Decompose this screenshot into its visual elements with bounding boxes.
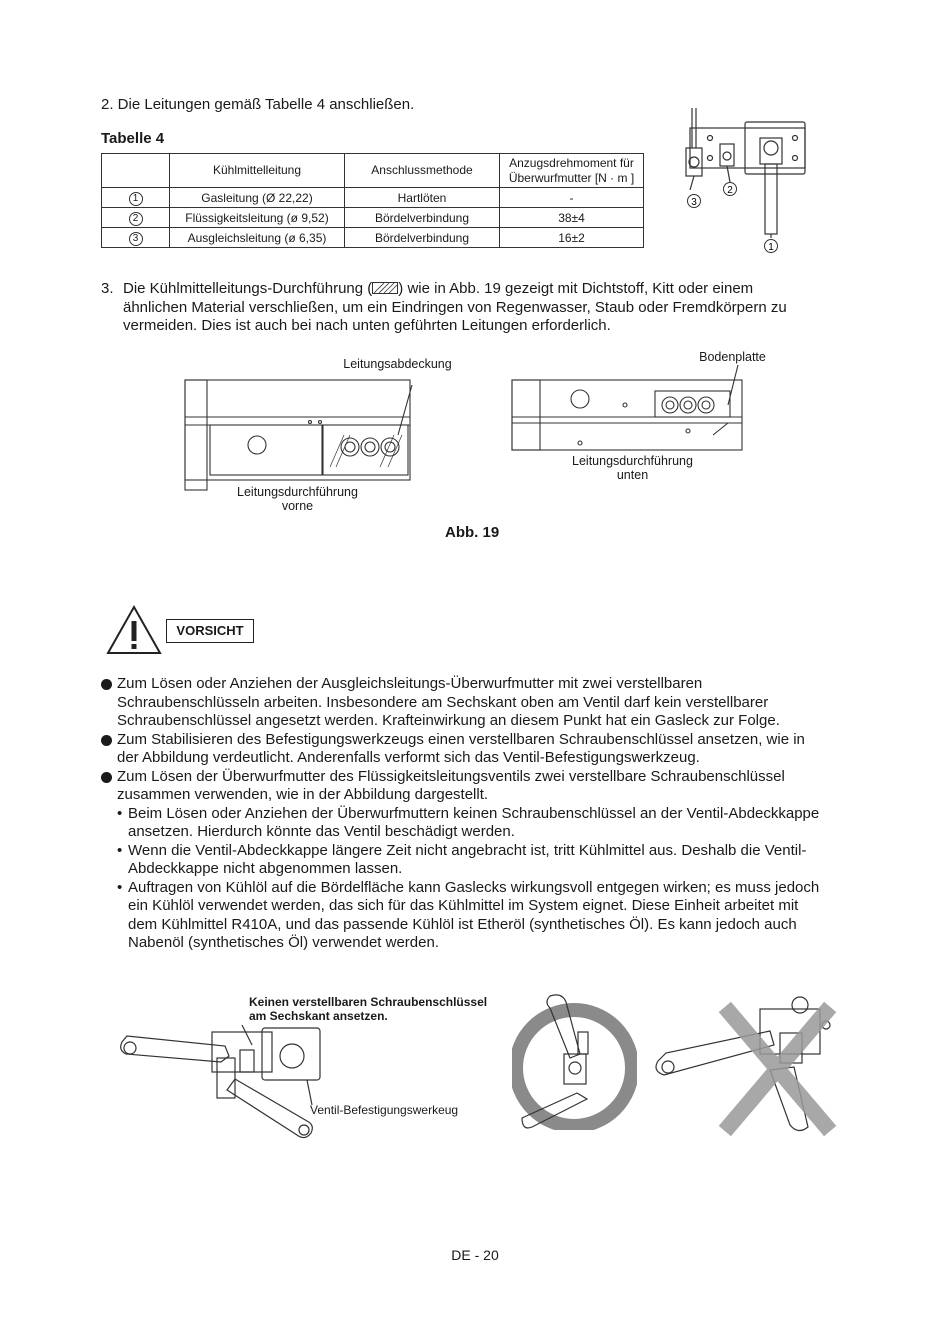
step-3-line-1a: Die Kühlmittelleitungs-Durchführung ( bbox=[123, 280, 373, 297]
bullet-3-line: zusammen verwenden, wie in der Abbildung dargestellt. bbox=[117, 786, 489, 803]
row-number: 2 bbox=[129, 212, 143, 226]
bullet-dot bbox=[101, 772, 112, 783]
bullet-2-line: der Abbildung verdeutlicht. Anderenfalls verformt sich das Ventil-Befestigungswerkzeug. bbox=[117, 749, 700, 766]
bullet-1 bbox=[101, 675, 841, 731]
valve-illustration bbox=[670, 108, 820, 258]
bullet-3 bbox=[101, 768, 841, 805]
bullet-1-line: Schraubenschlüsseln arbeiten. Insbesondere am Sechskant oben am Ventil darf kein verstellbarer bbox=[117, 693, 769, 711]
figure-19-caption: Abb. 19 bbox=[445, 524, 500, 541]
bullet-dot bbox=[101, 679, 112, 690]
table-row bbox=[102, 188, 644, 208]
sub-bullet-3: • Auftragen von Kühlöl auf die Bördelfläche kann Gaslecks wirkungsvoll entgegen wirken; es muss jedoch ein Kühlöl verwendet werden, das sich für das Kühlmittel im System eignet. Diese Einheit arbeitet mit dem Kühlmittel R410A, und das passende Kühlöl ist Etheröl (synthetisches Öl). Es kann jedoch auch Nabenöl (synthetisches Öl) verwendet werden. bbox=[117, 879, 847, 953]
sub-bullet-3-line: ein Kühlöl verwendet werden, das sich für das Kühlmittel im System eignet. Diese Einheit arbeitet mit bbox=[128, 897, 799, 914]
hatch-icon bbox=[372, 282, 398, 294]
label-bottom-line-1: Leitungsdurchführung bbox=[572, 454, 693, 468]
unit-front-illustration bbox=[180, 375, 415, 495]
row-line: Flüssigkeitsleitung (ø 9,52) bbox=[170, 208, 345, 228]
bullet-1-line: Schraubenschlüssel angesetzt werden. Krafteinwirkung an diesem Punkt hat ein Gasleck zur Folge. bbox=[117, 712, 780, 729]
label-leitungsabdeckung: Leitungsabdeckung bbox=[343, 357, 452, 371]
page-number: DE - 20 bbox=[451, 1247, 499, 1263]
sub-bullet-3-line: Nabenöl (synthetisches Öl) verwendet werden. bbox=[128, 934, 439, 951]
table-header-method: Anschlussmethode bbox=[345, 154, 500, 188]
step-2-text: 2. Die Leitungen gemäß Tabelle 4 anschließen. bbox=[101, 96, 415, 113]
step-3-number: 3. bbox=[101, 280, 114, 297]
label-front-line-1: Leitungsdurchführung bbox=[237, 485, 358, 499]
sub-bullet-2-line: Wenn die Ventil-Abdeckkappe längere Zeit nicht angebracht ist, tritt Kühlmittel aus. Deshalb die Ventil- bbox=[128, 841, 807, 859]
warning-triangle-icon bbox=[105, 604, 163, 656]
step-3-line-1 bbox=[123, 280, 843, 299]
row-number: 3 bbox=[129, 232, 143, 246]
label-bodenplatte: Bodenplatte bbox=[699, 350, 766, 364]
row-torque: 16±2 bbox=[500, 228, 644, 248]
sub-bullet-2-line: Abdeckkappe nicht abgenommen lassen. bbox=[128, 860, 403, 877]
table-header-torque: Anzugsdrehmoment für Überwurfmutter [N · m ] bbox=[500, 154, 644, 188]
caution-label: VORSICHT bbox=[166, 619, 254, 643]
table-header-num bbox=[102, 154, 170, 188]
sub-bullet-1: • Beim Lösen oder Anziehen der Überwurfmuttern keinen Schraubenschlüssel an der Ventil-Abdeckkappe ansetzen. Hierdurch könnte das Ventil beschädigt werden. bbox=[117, 805, 847, 842]
wrench-valve-illustration bbox=[112, 1020, 337, 1140]
sub-bullet-1-line: Beim Lösen oder Anziehen der Überwurfmuttern keinen Schraubenschlüssel an der Ventil-Abdeckkappe bbox=[128, 804, 820, 822]
tool-label: Ventil-Befestigungswerkeug bbox=[310, 1103, 459, 1117]
valve-label-1: 1 bbox=[768, 242, 774, 253]
bullet-3-line: Zum Lösen der Überwurfmutter des Flüssigkeitsleitungsventils zwei verstellbare Schraubenschlüssel bbox=[117, 767, 785, 785]
step-3-line-2: ähnlichen Material verschließen, um ein Eindringen von Regenwasser, Staub oder Fremdkörpern zu bbox=[123, 298, 787, 316]
valve-label-3: 3 bbox=[691, 197, 697, 208]
table-row bbox=[102, 228, 644, 248]
warning-hex-label bbox=[249, 995, 487, 1023]
row-torque: - bbox=[500, 188, 644, 208]
row-line: Gasleitung (Ø 22,22) bbox=[170, 188, 345, 208]
label-bottom-pass-through bbox=[560, 454, 705, 482]
warning-hex-line-1: Keinen verstellbaren Schraubenschlüssel bbox=[249, 995, 488, 1009]
row-method: Hartlöten bbox=[345, 188, 500, 208]
row-number: 1 bbox=[129, 192, 143, 206]
table-header-line: Kühlmittelleitung bbox=[170, 154, 345, 188]
warning-hex-line-2: am Sechskant ansetzen. bbox=[249, 1009, 388, 1023]
sub-bullet-2: • Wenn die Ventil-Abdeckkappe längere Zeit nicht angebracht ist, tritt Kühlmittel aus. Deshalb die Ventil- Abdeckkappe nicht abgenommen lassen. bbox=[117, 842, 847, 879]
correct-usage-illustration bbox=[512, 990, 637, 1130]
label-front-pass-through bbox=[225, 485, 370, 513]
bullet-1-line: Zum Lösen oder Anziehen der Ausgleichsleitungs-Überwurfmutter mit zwei verstellbaren bbox=[117, 675, 703, 692]
label-front-line-2: vorne bbox=[281, 499, 314, 513]
row-method: Bördelverbindung bbox=[345, 208, 500, 228]
label-bottom-line-2: unten bbox=[616, 468, 649, 482]
row-method: Bördelverbindung bbox=[345, 228, 500, 248]
sub-bullet-3-line: Auftragen von Kühlöl auf die Bördelfläche kann Gaslecks wirkungsvoll entgegen wirken; es muss jedoch bbox=[128, 878, 820, 896]
step-3-line-1b: ) wie in Abb. 19 gezeigt mit Dichtstoff, Kitt oder einem bbox=[398, 280, 754, 297]
unit-bottom-illustration bbox=[510, 365, 750, 455]
step-3-line-3: vermeiden. Dies ist auch bei nach unten geführten Leitungen erforderlich. bbox=[123, 317, 611, 334]
bullet-2 bbox=[101, 731, 841, 768]
table-4 bbox=[101, 153, 644, 248]
sub-bullet-3-line: dem Kühlmittel R410A, und das passende Kühlöl ist Etheröl (synthetisches Öl). Es kann jedoch auch bbox=[128, 915, 797, 933]
table-header-row bbox=[102, 154, 644, 188]
table-row bbox=[102, 208, 644, 228]
valve-label-2: 2 bbox=[727, 185, 733, 196]
row-torque: 38±4 bbox=[500, 208, 644, 228]
row-line: Ausgleichsleitung (ø 6,35) bbox=[170, 228, 345, 248]
bullet-2-line: Zum Stabilisieren des Befestigungswerkzeugs einen verstellbaren Schraubenschlüssel ansetzen, wie in bbox=[117, 730, 805, 748]
wrong-usage-illustration bbox=[650, 985, 850, 1140]
bullet-dot bbox=[101, 735, 112, 746]
table-4-title: Tabelle 4 bbox=[101, 130, 165, 147]
sub-bullet-1-line: ansetzen. Hierdurch könnte das Ventil beschädigt werden. bbox=[128, 823, 515, 840]
